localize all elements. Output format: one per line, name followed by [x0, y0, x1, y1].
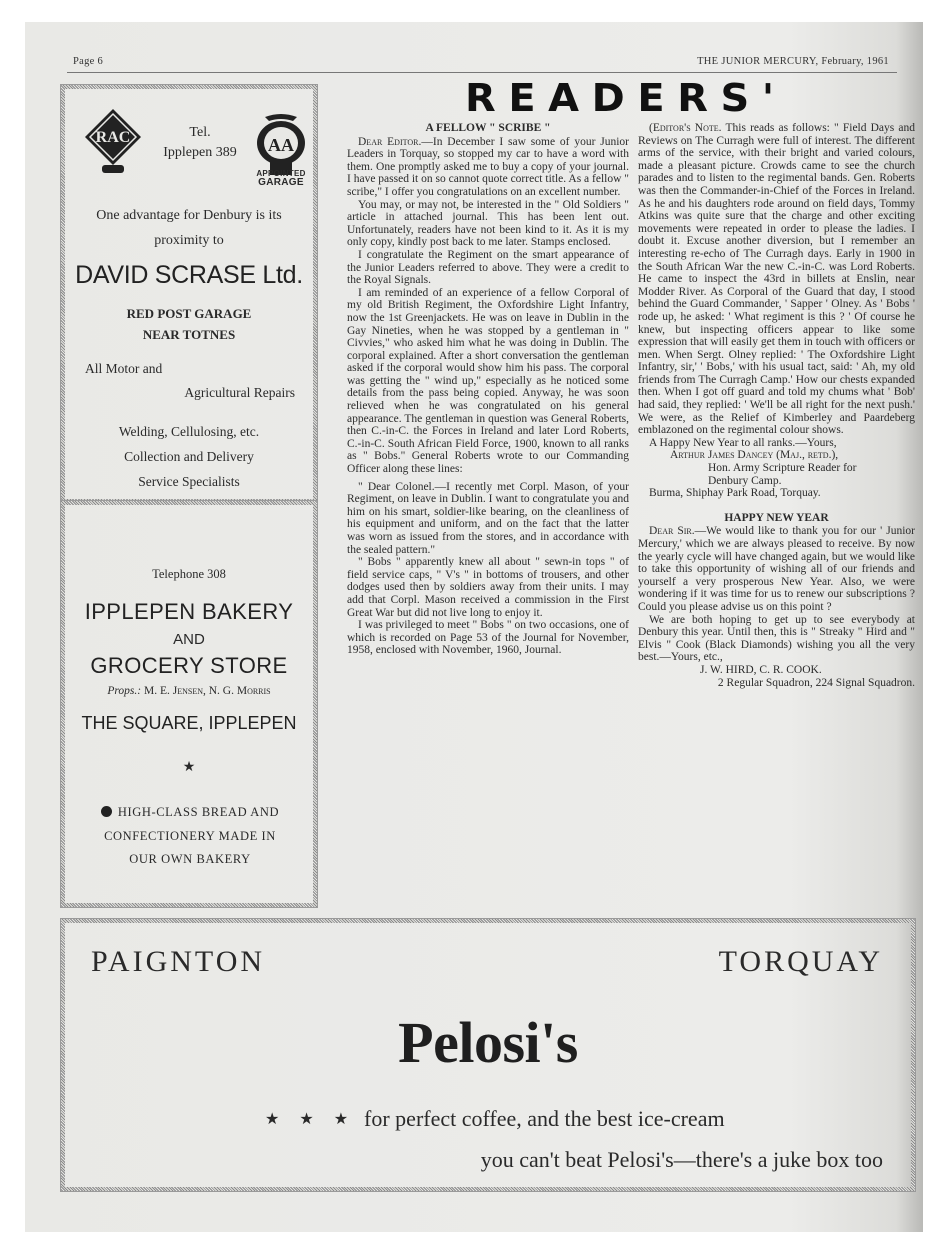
signature-title: Denbury Camp.: [708, 474, 782, 487]
letter-paragraph: You may, or may not, be interested in the " Old Soldiers " article in attached journal. This has been lent out. Unfortunately, readers have not been kind to it. As it is my only copy, kindly post back to me later. Stamps enclosed.: [347, 198, 629, 249]
advantage-line: One advantage for Denbury is its: [96, 208, 282, 223]
town-paignton: PAIGNTON: [91, 945, 266, 978]
pelosi-name: Pelosi's: [398, 1010, 578, 1075]
closing-line: A Happy New Year to all ranks.—Yours,: [649, 436, 837, 449]
signature-title: Hon. Army Scripture Reader for: [708, 462, 857, 475]
page-number: Page 6: [73, 56, 104, 67]
pelosi-tagline-2: you can't beat Pelosi's—there's a juke box too: [480, 1147, 883, 1172]
town-torquay: TORQUAY: [718, 945, 883, 978]
publication-title: THE JUNIOR MERCURY, February, 1961: [697, 56, 889, 67]
service-line: Welding, Cellulosing, etc.: [118, 424, 260, 439]
tel-number: Ipplepen 389: [163, 145, 237, 160]
tagline-line: OUR OWN BAKERY: [129, 852, 251, 866]
tagline-line: CONFECTIONERY MADE IN: [104, 828, 276, 843]
rac-logo-text: RAC: [95, 129, 131, 146]
garage-company-name: DAVID SCRASE Ltd.: [75, 261, 303, 289]
section-title: READERS': [465, 76, 787, 120]
garage-advertisement: [60, 84, 318, 504]
editor-note-and-letters: [638, 122, 915, 689]
paragraph-text: —In December I saw some of your Junior Leaders in Torquay, so stopped my car to have a word with them. One promptly asked me to buy a copy of your journal. I have passed it on so cannot quote correct title. As a fellow " scribe," I offer you congratulations on an excellent number.: [347, 135, 629, 198]
editor-note-label: (Editor's Note.: [649, 122, 722, 134]
advantage-line: proximity to: [154, 233, 224, 248]
bakery-advertisement: [60, 500, 318, 908]
service-line: Service Specialists: [138, 474, 240, 489]
tagline-line: HIGH-CLASS BREAD AND: [117, 805, 280, 819]
letter-paragraph: I was privileged to meet " Bobs " on two occasions, one of which is recorded on Page 53 of the Journal for November, 1958, enclosed with November, 1960, Journal.: [347, 619, 629, 657]
service-line: Collection and Delivery: [124, 449, 254, 464]
bakery-address: THE SQUARE, IPPLEPEN: [81, 713, 297, 733]
bakery-proprietors: [65, 685, 313, 697]
magazine-page: [25, 22, 923, 1232]
garage-telephone: [145, 123, 255, 163]
signature: J. W. HIRD, C. R. COOK.: [700, 663, 822, 676]
bakery-telephone: Telephone 308: [152, 567, 226, 581]
signature-address: Burma, Shiphay Park Road, Torquay.: [649, 487, 821, 500]
rac-logo-icon: [83, 107, 143, 177]
bakery-tagline: [75, 801, 305, 872]
letter-paragraph: " Bobs " apparently knew all about " sewn-in tops " of field service caps, " V's " in bottoms of trousers, and other dodges used then by soldiers away from their units. I may add that Corpl. Mason received a commission in the First Great War but did not live long to enjoy it.: [347, 556, 629, 619]
garage-services: [65, 419, 313, 494]
aa-logo-text: AA: [268, 135, 294, 155]
letter-paragraph: I congratulate the Regiment on the smart appearance of the Junior Leaders referred to above. They were a credit to the Royal Signals.: [347, 248, 629, 287]
props-names: M. E. Jensen, N. G. Morris: [143, 685, 271, 697]
letter-paragraph: [347, 136, 629, 199]
signature: Arthur James Dancey (Maj., retd.),: [670, 449, 839, 462]
bakery-store: GROCERY STORE: [90, 653, 288, 678]
header-rule: [67, 72, 897, 73]
bakery-name: IPPLEPEN BAKERY: [84, 599, 294, 624]
letter-paragraph: [638, 525, 915, 613]
aa-caption-appointed: APPOINTED: [256, 169, 306, 178]
tagline-text: for perfect coffee, and the best ice-cream: [364, 1106, 725, 1131]
props-label: Props.:: [107, 685, 142, 697]
letter-salutation: Dear Sir.: [649, 525, 695, 538]
signature-unit: 2 Regular Squadron, 224 Signal Squadron.: [717, 676, 915, 689]
bakery-and: AND: [173, 631, 205, 648]
garage-location-line: RED POST GARAGE: [126, 306, 252, 321]
garage-location-line: NEAR TOTNES: [142, 327, 236, 342]
letter-paragraph: We are both hoping to get up to see everybody at Denbury this year. Until then, this is " Streaky " Hird and " Elvis " Cook (Black Diamonds) wishing you all the very best.—Yours, etc.,: [638, 613, 915, 664]
stars-icon: ★ ★ ★: [265, 1111, 357, 1128]
letter-heading: A FELLOW " SCRIBE ": [425, 122, 551, 134]
paragraph-text: This reads as follows: " Field Days and Reviews on The Curragh were full of interest. The different arms of the service, with their bright and varied colours, made a pleasant picture. Crowds came to see the church parades and to listen to the regimental bands. Gen. Roberts was then the Commander-in-Chief of the Forces in Ireland. As he and his daughters rode around on field days, Tommy Atkins was quite sure that the charge and other exciting movements were repeated in order to please the ladies. I doubt it. Excuse another diversion, but I remember an interesting re-echo of The Curragh days. Early in 1900 in the South African War the new C.-in-C. was Lord Roberts. He came to inspect the 43rd in billets at Enslin, near Modder River. As Corporal of the Guard that day, I stood behind the Guard Commander, ' Sapper ' Olney. As ' Bobs ' rode up, he asked: ' What regiment is this ? ' Of course he knew, but inspecting officers appear to like some expression that will easily get them in touch with officers or men. When Sergt. Olney replied: ' The Oxfordshire Light Infantry, sir,' ' Bobs,' with his usual tact, said: ' Ah, my old friends from The Curragh Camp.' How our chests expanded then. When I got off guard and told my chums what ' Bob' had said, they replied: ' We'll be all right for the next push.' We were, as the Relief of Kimberley and Paardeberg emblazoned on the regimental colour shows.: [638, 122, 916, 437]
editor-note-paragraph: [638, 122, 915, 437]
paragraph-text: —We would like to thank you for our ' Junior Mercury,' which we are always pleased to receive. By now the yearly cycle will have changed again, but we would like to take this opportunity of wishing all of our friends and yourself a very prosperous New Year. Also, we were wondering if it was time for us to renew our subscriptions ? Could you please advise us on this point ?: [638, 525, 915, 613]
star-icon: ★: [182, 760, 196, 775]
letter-paragraph: I am reminded of an experience of a fellow Corporal of my old British Regiment, the Oxfordshire Light Infantry, now the 1st Greenjackets. He was on leave in Dublin in the Gay Nineties, when he was stopped by a gentleman in " Civvies," who asked him what he was doing in Dublin. The corporal explained. After a short conversation the gentleman asked if the corporal would show him his pass. The corporal was getting the " wind up," especially as he noticed some details from the pass being copied. Anyway, he was soon relieved when he was congratulated on his general appearance. The gentleman in question was General Roberts, then C.-in-C. the Forces in Ireland and later Lord Roberts, C.-in-C. South African Field Force, 1900, known to all ranks as " Bobs." General Roberts wrote to our Commanding Officer along these lines:: [347, 286, 629, 476]
repairs-line: All Motor and: [85, 361, 163, 376]
garage-advantage-text: [71, 203, 307, 253]
letter-heading: HAPPY NEW YEAR: [724, 511, 829, 524]
pelosi-tagline-1: [265, 1106, 725, 1132]
letter-fellow-scribe: [347, 122, 629, 657]
pelosi-advertisement: [60, 918, 916, 1192]
bullet-icon: [101, 806, 112, 817]
aa-caption: [247, 169, 315, 187]
letter-salutation: Dear Editor.: [358, 135, 422, 148]
repairs-line: Agricultural Repairs: [184, 385, 295, 400]
tel-label: Tel.: [189, 125, 211, 140]
letter-paragraph: " Dear Colonel.—I recently met Corpl. Mason, of your Regiment, on leave in Dublin. I want to congratulate you and him on his smart, soldier-like bearing, on the cleanliness of his equipment and uniform, and on the fact that the latter was worn as issued from the stores, and in accordance with the sealed pattern.": [347, 480, 629, 556]
aa-caption-garage: GARAGE: [258, 177, 304, 188]
garage-location: [65, 303, 313, 345]
